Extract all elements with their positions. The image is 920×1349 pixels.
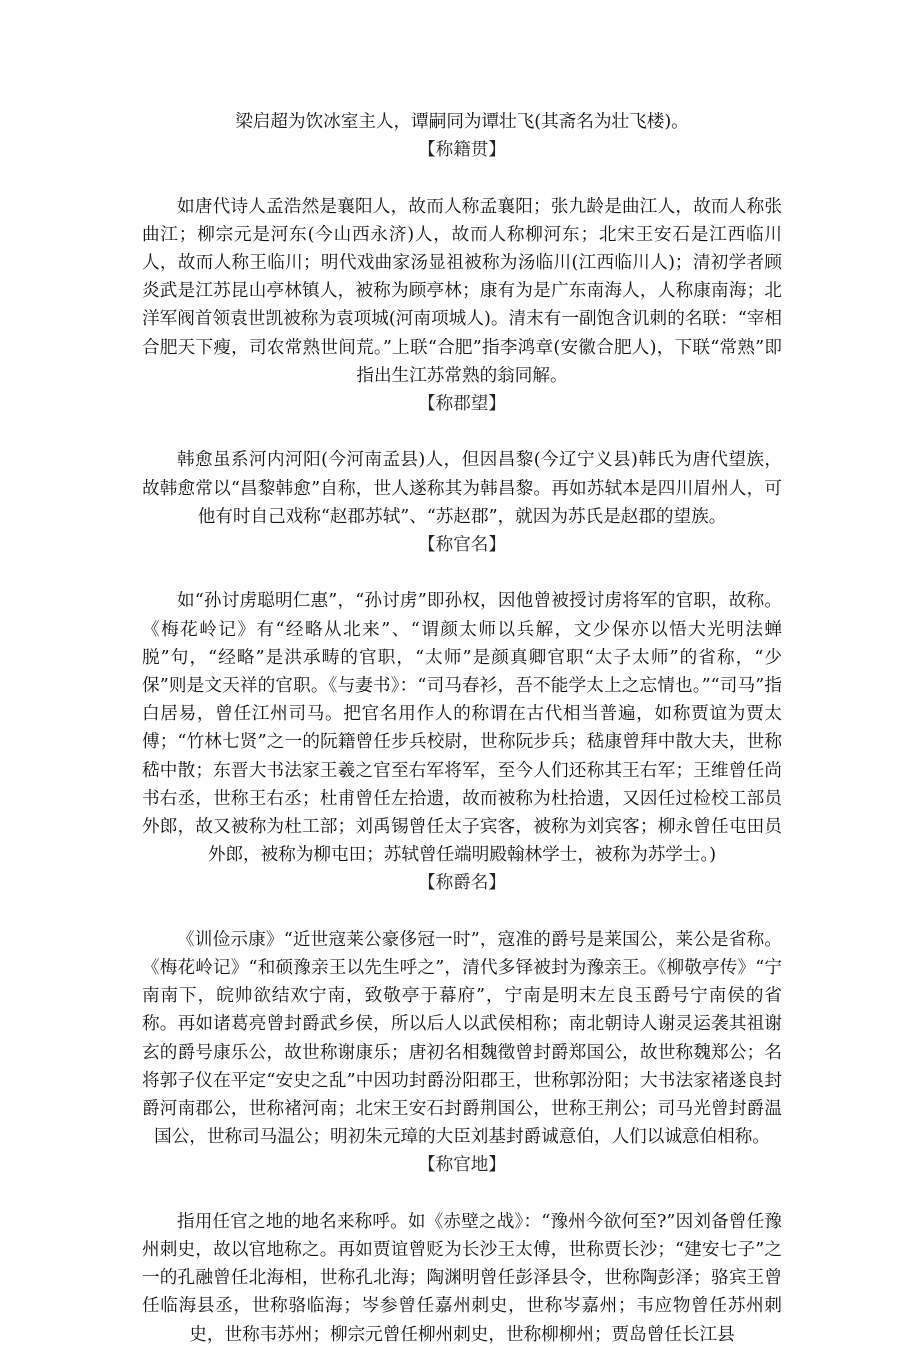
section-heading-junwang: 【称郡望】 [418,394,506,415]
spacer [142,559,782,587]
document-page [142,108,782,1349]
spacer [142,164,782,192]
section-body-jiguan: 如唐代诗人孟浩然是襄阳人，故而人称孟襄阳；张九龄是曲江人，故而人称张曲江；柳宗元是河东(今山西永济)人，故而人称柳河东；北宋王安石是江西临川人，故而人称王临川；明代戏曲家汤显祖被称为汤临川(江西临川人)；清初学者顾炎武是江苏昆山亭林镇人，被称为顾亭林；康有为是广东南海人，人称康南海；北洋军阀首领袁世凯被称为袁项城(河南项城人)。清末有一副饱含讥刺的名联：“宰相合肥天下瘦，司农常熟世间荒。”上联“合肥”指李鸿章(安徽合肥人)，下联“常熟”即指出生江苏常熟的翁同解。 [142,196,782,386]
section-body-jueming: 《训俭示康》“近世寇莱公豪侈冠一时”，寇准的爵号是莱国公，莱公是省称。《梅花岭记》“和硕豫亲王以先生呼之”，清代多铎被封为豫亲王。《柳敬亭传》“宁南南下，皖帅欲结欢宁南，致敬亭于幕府”，宁南是明末左良玉爵号宁南侯的省称。再如诸葛亮曾封爵武乡侯，所以后人以武侯相称；南北朝诗人谢灵运袭其祖谢玄的爵号康乐公，故世称谢康乐；唐初名相魏徵曾封爵郑国公，故世称魏郑公；名将郭子仪在平定“安史之乱”中因功封爵汾阳郡王，世称郭汾阳；大书法家褚遂良封爵河南郡公，世称褚河南；北宋王安石封爵荆国公，世称王荆公；司马光曾封爵温国公，世称司马温公；明初朱元璋的大臣刘基封爵诚意伯，人们以诚意伯相称。 [142,929,782,1148]
section-body-junwang: 韩愈虽系河内河阳(今河南孟县)人，但因昌黎(今辽宁义县)韩氏为唐代望族，故韩愈常以“昌黎韩愈”自称，世人遂称其为韩昌黎。再如苏轼本是四川眉州人，可他有时自己戏称“赵郡苏轼”、“苏赵郡”，就因为苏氏是赵郡的望族。 [142,450,782,527]
section-heading-jiguan: 【称籍贯】 [418,140,506,161]
intro-paragraph: 梁启超为饮冰室主人，谭嗣同为谭壮飞(其斋名为壮飞楼)。 [235,112,689,132]
spacer [142,898,782,926]
section-heading-guanming: 【称官名】 [418,535,506,556]
section-heading-guandi: 【称官地】 [418,1155,506,1176]
section-body-guanming: 如“孙讨虏聪明仁惠”，“孙讨虏”即孙权，因他曾被授讨虏将军的官职，故称。《梅花岭记》有“经略从北来”、“谓颜太师以兵解，文少保亦以悟大光明法蝉脱”句，“经略”是洪承畴的官职，“太师”是颜真卿官职“太子太师”的省称，“少保”则是文天祥的官职。《与妻书》：“司马春衫，吾不能学太上之忘情也。”“司马”指白居易，曾任江州司马。把官名用作人的称谓在古代相当普遍，如称贾谊为贾太傅；“竹林七贤”之一的阮籍曾任步兵校尉，世称阮步兵；嵇康曾拜中散大夫，世称嵇中散；东晋大书法家王羲之官至右军将军，至今人们还称其王右军；王维曾任尚书右丞，世称王右丞；杜甫曾任左拾遗，故而被称为杜拾遗，又因任过检校工部员外郎，故又被称为杜工部；刘禹锡曾任太子宾客，被称为刘宾客；柳永曾任屯田员外郎，被称为柳屯田；苏轼曾任端明殿翰林学士，被称为苏学士。) [142,591,782,866]
spacer [142,418,782,446]
section-body-guandi: 指用任官之地的地名来称呼。如《赤壁之战》：“豫州今欲何至?”因刘备曾任豫州刺史，故以官地称之。再如贾谊曾贬为长沙王太傅，世称贾长沙；“建安七子”之一的孔融曾任北海相，世称孔北海；陶渊明曾任彭泽县令，世称陶彭泽；骆宾王曾任临海县丞，世称骆临海；岑参曾任嘉州刺史，世称岑嘉州；韦应物曾任苏州刺史，世称韦苏州；柳宗元曾任柳州刺史，世称柳柳州；贾岛曾任长江县 [142,1211,783,1345]
section-heading-jueming: 【称爵名】 [418,873,506,894]
spacer [142,1180,782,1208]
